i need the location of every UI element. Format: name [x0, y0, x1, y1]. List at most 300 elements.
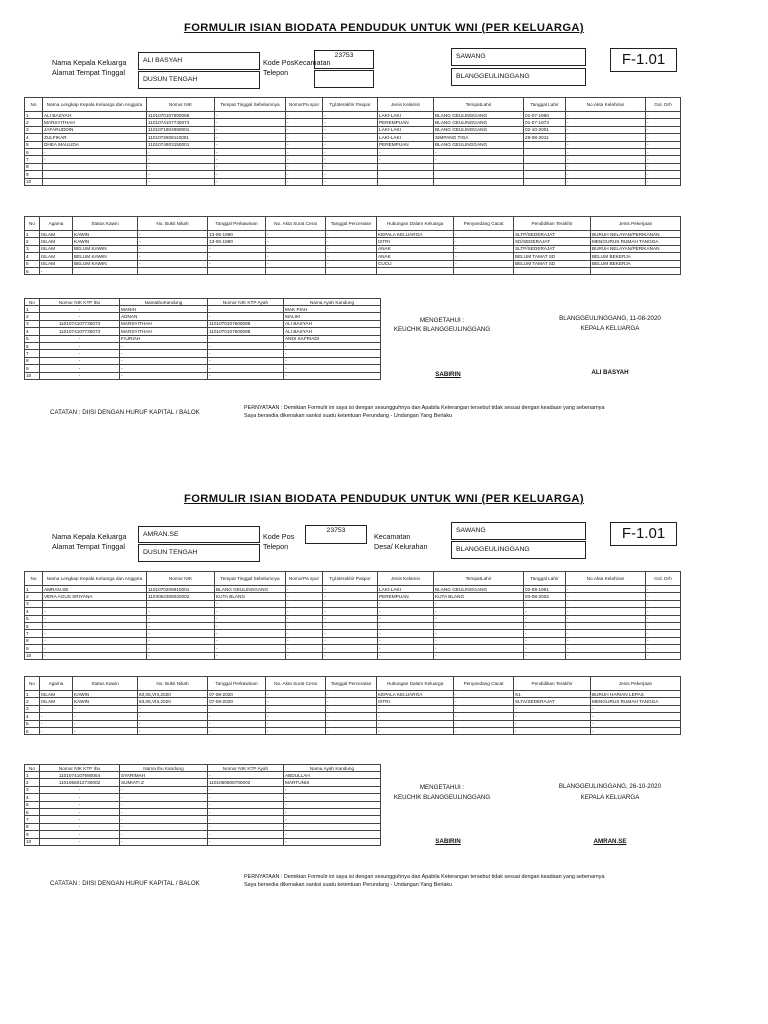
table-cell: 1101060808700002 — [208, 779, 284, 786]
table-cell: 3 — [25, 245, 40, 252]
table-cell — [378, 171, 434, 178]
table-cell: - — [284, 831, 381, 838]
table-cell: - — [40, 306, 120, 313]
column-header: No. Akta Surat Cerai — [266, 217, 326, 231]
table-cell: - — [215, 630, 286, 637]
catatan-note: CATATAN : DIISI DENGAN HURUF KAPITAL / BALOK — [50, 409, 200, 416]
table-cell: - — [284, 786, 381, 793]
table-cell: MARSYITHAH — [43, 119, 147, 126]
table-cell: 2 — [25, 119, 43, 126]
table-cell: BURUH NELAYAN/PERIKANAN — [591, 245, 681, 252]
table-row — [25, 608, 681, 615]
form-code: F-1.01 — [610, 522, 677, 546]
table-cell: - — [215, 652, 286, 659]
table-cell: - — [215, 141, 286, 148]
table-cell: - — [434, 156, 524, 163]
table-cell: - — [591, 705, 681, 712]
table-cell: - — [591, 727, 681, 734]
table-cell: - — [40, 786, 120, 793]
column-header: Tanggal Perkawinan — [208, 677, 266, 691]
table-cell — [434, 171, 524, 178]
table-cell: - — [434, 622, 524, 629]
table-cell: - — [43, 652, 147, 659]
column-header: Tanggal Perceraian — [326, 217, 377, 231]
table-cell — [378, 178, 434, 185]
table-cell: - — [646, 171, 681, 178]
table-cell — [138, 267, 208, 274]
table-cell: - — [138, 245, 208, 252]
table-cell: - — [266, 720, 326, 727]
table-cell: - — [323, 141, 378, 148]
table-cell: - — [524, 637, 566, 644]
kepala-keluarga-field: AMRAN.SE — [138, 526, 260, 543]
table-cell: 8 — [25, 357, 40, 364]
keuchik-signature-name: SABIRIN — [435, 371, 461, 378]
table-cell: - — [454, 253, 514, 260]
table-cell: - — [286, 645, 323, 652]
table-cell: - — [323, 134, 378, 141]
table-cell: ISTRI — [377, 238, 454, 245]
table-cell: MENGURUS RUMAH TANGGA — [591, 238, 681, 245]
table-cell: - — [326, 727, 377, 734]
table-cell: MALIKI — [284, 313, 381, 320]
anggota-table — [24, 97, 681, 186]
table-cell: BELUM KAWIN — [73, 245, 138, 252]
table-cell: 7 — [25, 350, 40, 357]
table-cell: - — [215, 163, 286, 170]
table-cell: - — [646, 593, 681, 600]
table-cell: SLTP/SEDERAJAT — [514, 231, 591, 238]
table-cell: - — [323, 156, 378, 163]
table-cell: ISTRI — [377, 698, 454, 705]
table-cell: - — [524, 652, 566, 659]
column-header: No — [25, 299, 40, 306]
table-cell: - — [147, 178, 215, 185]
table-cell: - — [147, 637, 215, 644]
label-kode-pos: Kode Pos — [263, 532, 295, 541]
table-cell: - — [514, 727, 591, 734]
table-cell — [434, 163, 524, 170]
table-cell: - — [326, 260, 377, 267]
table-cell: ADNAN — [120, 313, 208, 320]
table-cell: - — [284, 823, 381, 830]
table-cell: 10 — [25, 652, 43, 659]
table-cell — [43, 163, 147, 170]
table-cell: - — [646, 586, 681, 593]
table-cell: ISLAM — [40, 260, 73, 267]
column-header: TempatLahir — [434, 98, 524, 112]
table-cell: - — [286, 119, 323, 126]
table-cell: - — [138, 253, 208, 260]
table-header-row — [25, 677, 681, 691]
keuchik-signature-name: SABIRIN — [435, 838, 461, 845]
table-cell: - — [208, 727, 266, 734]
place-date: BLANGGEULINGGANG, 11-08-2020 — [559, 315, 661, 322]
table-cell: - — [120, 831, 208, 838]
table-cell: - — [208, 313, 284, 320]
table-row — [25, 156, 681, 163]
table-cell: FAJRIAH — [120, 335, 208, 342]
label-kecamatan: Kecamatan — [374, 532, 411, 541]
table-cell: MARSYITHAH — [120, 328, 208, 335]
column-header: Tanggal Lahir — [524, 98, 566, 112]
table-cell: 83,05,VIII,2020 — [138, 691, 208, 698]
table-cell: - — [323, 112, 378, 119]
column-header: Tgl.Berakhir Paspor — [323, 98, 378, 112]
table-cell: - — [215, 600, 286, 607]
table-cell: ANAK — [377, 253, 454, 260]
table-cell: - — [208, 786, 284, 793]
table-cell: - — [646, 178, 681, 185]
table-row — [25, 630, 681, 637]
table-cell: - — [266, 260, 326, 267]
table-cell: - — [566, 171, 646, 178]
table-cell: - — [646, 615, 681, 622]
table-cell: ISLAM — [40, 691, 73, 698]
table-cell: - — [323, 645, 378, 652]
table-cell: - — [40, 808, 120, 815]
table-cell: - — [286, 608, 323, 615]
table-cell: - — [566, 600, 646, 607]
table-cell: BLANG GEULINGGANG — [434, 112, 524, 119]
table-cell: - — [323, 163, 378, 170]
table-cell: - — [286, 148, 323, 155]
table-cell: - — [40, 713, 73, 720]
table-cell: 7 — [25, 816, 40, 823]
table-cell: - — [284, 342, 381, 349]
table-cell: 1101074107730073 — [40, 328, 120, 335]
table-cell: - — [208, 365, 284, 372]
table-cell: - — [208, 720, 266, 727]
table-cell: - — [566, 622, 646, 629]
table-header-row — [25, 572, 681, 586]
table-cell: - — [524, 622, 566, 629]
label-kode-pos: Kode PosKecamatan — [263, 58, 331, 67]
table-cell: - — [524, 600, 566, 607]
table-cell — [591, 267, 681, 274]
table-cell: - — [147, 163, 215, 170]
table-cell: - — [147, 622, 215, 629]
table-cell: - — [43, 600, 147, 607]
keuchik-title: KEUCHIK BLANGGEULINGGANG — [393, 794, 491, 801]
table-cell: BELUM BEKERJA — [591, 253, 681, 260]
table-cell: - — [286, 171, 323, 178]
table-cell: - — [138, 231, 208, 238]
place-date: BLANGGEULINGGANG, 26-10-2020 — [558, 783, 662, 790]
table-cell: - — [646, 148, 681, 155]
table-cell: 9 — [25, 171, 43, 178]
table-cell: - — [566, 630, 646, 637]
telepon-field — [314, 70, 374, 88]
table-cell: - — [120, 838, 208, 845]
table-cell: - — [208, 816, 284, 823]
table-cell: - — [434, 148, 524, 155]
table-cell: 3 — [25, 705, 40, 712]
table-cell: - — [215, 622, 286, 629]
table-cell: - — [326, 231, 377, 238]
table-cell: 8 — [25, 637, 43, 644]
table-cell: - — [514, 713, 591, 720]
table-cell: 8 — [25, 163, 43, 170]
alamat-field: DUSUN TENGAH — [138, 544, 260, 562]
column-header: Tanggal Perkawinan — [208, 217, 266, 231]
table-row — [25, 823, 381, 830]
table-cell: - — [208, 794, 284, 801]
status-table — [24, 676, 681, 735]
table-cell: - — [524, 608, 566, 615]
table-cell: - — [284, 350, 381, 357]
table-cell — [454, 267, 514, 274]
table-cell: 4 — [25, 134, 43, 141]
column-header: Nama Ayah Kandung — [284, 765, 381, 772]
table-cell: - — [147, 652, 215, 659]
table-cell — [524, 141, 566, 148]
table-cell: - — [524, 615, 566, 622]
table-cell: 7 — [25, 156, 43, 163]
table-cell: KAWIN — [73, 231, 138, 238]
table-cell: - — [326, 245, 377, 252]
table-cell: BLANG GEULINGGANG — [434, 126, 524, 133]
column-header: No. Bukti Nikah — [138, 217, 208, 231]
table-cell: - — [566, 586, 646, 593]
table-cell: - — [434, 608, 524, 615]
table-cell: - — [208, 772, 284, 779]
column-header: Tempat Tinggal Sebelumnya — [215, 572, 286, 586]
table-cell: KUTA BLANG — [434, 593, 524, 600]
table-cell: 4 — [25, 794, 40, 801]
table-cell: - — [434, 637, 524, 644]
table-cell: 6 — [25, 727, 40, 734]
table-cell: 01-07-1973 — [524, 119, 566, 126]
table-cell: - — [378, 156, 434, 163]
column-header: Status Kawin — [73, 217, 138, 231]
table-cell: - — [215, 112, 286, 119]
table-cell: - — [215, 645, 286, 652]
table-cell: 1101074107690064 — [40, 772, 120, 779]
orang-tua-table — [24, 764, 381, 846]
table-cell: - — [378, 652, 434, 659]
table-cell: - — [566, 148, 646, 155]
label-alamat: Alamat Tempat Tinggal — [52, 542, 125, 551]
table-cell — [378, 163, 434, 170]
table-cell: PEREMPUAN — [378, 119, 434, 126]
table-cell: 5 — [25, 801, 40, 808]
table-cell: 1 — [25, 691, 40, 698]
table-cell: ANDI SAFRIADI — [284, 335, 381, 342]
table-cell: - — [326, 713, 377, 720]
table-cell: - — [326, 691, 377, 698]
alamat-field: DUSUN TENGAH — [138, 71, 260, 89]
table-cell: - — [147, 645, 215, 652]
table-cell — [524, 148, 566, 155]
table-cell: 1 — [25, 306, 40, 313]
table-row — [25, 600, 681, 607]
table-cell: - — [215, 156, 286, 163]
table-cell: - — [284, 838, 381, 845]
table-cell: 4 — [25, 253, 40, 260]
column-header: No — [25, 572, 43, 586]
kode-pos-field: 23753 — [305, 525, 367, 544]
table-cell: - — [377, 727, 454, 734]
table-cell: 8 — [25, 823, 40, 830]
column-header: Tanggal Perceraian — [326, 677, 377, 691]
table-cell: - — [266, 238, 326, 245]
table-cell: - — [286, 652, 323, 659]
table-cell: - — [215, 615, 286, 622]
table-cell: - — [326, 698, 377, 705]
column-header: Agama — [40, 217, 73, 231]
column-header: No — [25, 765, 40, 772]
table-cell: ANAK — [377, 245, 454, 252]
column-header: Status Kawin — [73, 677, 138, 691]
table-cell: - — [43, 156, 147, 163]
table-cell: 4 — [25, 328, 40, 335]
table-cell: ISLAM — [40, 238, 73, 245]
table-cell: - — [266, 705, 326, 712]
column-header: Hubungan Dalam Keluarga — [377, 677, 454, 691]
table-cell: ZULFIKAR — [43, 134, 147, 141]
table-cell: - — [208, 823, 284, 830]
column-header: Nama Lengkap Kepala Keluarga dan Anggota — [43, 98, 147, 112]
column-header: Nama Ayah Kandung — [284, 299, 381, 306]
table-cell: - — [138, 260, 208, 267]
table-row — [25, 622, 681, 629]
kode-pos-field: 23753 — [314, 50, 374, 69]
table-row — [25, 178, 681, 185]
table-cell: BELUM KAWIN — [73, 260, 138, 267]
table-cell: - — [566, 126, 646, 133]
table-cell: SD/SEDERAJAT — [514, 238, 591, 245]
table-row — [25, 779, 381, 786]
table-cell: - — [286, 586, 323, 593]
table-cell: - — [215, 126, 286, 133]
table-cell: - — [286, 622, 323, 629]
table-cell: - — [378, 608, 434, 615]
table-cell: 10 — [25, 838, 40, 845]
table-row — [25, 727, 681, 734]
table-cell: - — [266, 231, 326, 238]
mengetahui-label: MENGETAHUI : — [419, 317, 465, 324]
table-cell: - — [326, 705, 377, 712]
table-cell: - — [120, 372, 208, 379]
table-row — [25, 245, 681, 252]
table-cell: - — [646, 126, 681, 133]
table-cell: - — [284, 794, 381, 801]
pernyataan-line-2: Saya bersedia dikenakan sanksi suatu ketentuan Perundang - Undangan Yang Berlaku — [244, 882, 453, 888]
column-header: Nomor NIK KTP Ibu — [40, 299, 120, 306]
table-cell: - — [323, 148, 378, 155]
column-header: Gol. Drh — [646, 572, 681, 586]
table-cell: - — [120, 786, 208, 793]
table-cell: LAKI-LAKI — [378, 586, 434, 593]
column-header: Jenis Pekerjaan — [591, 677, 681, 691]
table-row — [25, 691, 681, 698]
table-cell: - — [566, 608, 646, 615]
table-row — [25, 637, 681, 644]
table-cell: - — [40, 335, 120, 342]
kepala-keluarga-title: KEPALA KELUARGA — [580, 325, 640, 332]
table-cell — [524, 156, 566, 163]
table-cell: - — [147, 148, 215, 155]
table-cell: - — [434, 615, 524, 622]
status-table — [24, 216, 681, 275]
table-cell: - — [378, 630, 434, 637]
column-header: Jenis Pekerjaan — [591, 217, 681, 231]
table-cell: - — [286, 615, 323, 622]
table-row — [25, 126, 681, 133]
table-cell: BURUH NELAYAN/PERIKANAN — [591, 231, 681, 238]
table-row — [25, 816, 381, 823]
table-cell: ALI BASYAH — [284, 320, 381, 327]
table-cell: 83,05,VIII,2020 — [138, 698, 208, 705]
table-cell: - — [326, 253, 377, 260]
table-cell: - — [566, 112, 646, 119]
table-cell: KUTA BLANG — [215, 593, 286, 600]
table-cell: KAWIN — [73, 691, 138, 698]
table-cell: - — [378, 615, 434, 622]
table-cell — [43, 178, 147, 185]
table-cell: - — [454, 727, 514, 734]
table-cell: - — [266, 691, 326, 698]
table-cell: - — [454, 705, 514, 712]
table-cell: - — [454, 713, 514, 720]
table-cell: - — [323, 593, 378, 600]
table-cell: LAKI-LAKI — [378, 126, 434, 133]
table-cell: - — [208, 253, 266, 260]
label-kepala-keluarga: Nama Kepala Keluarga — [52, 532, 127, 541]
table-row — [25, 698, 681, 705]
table-cell: - — [454, 698, 514, 705]
table-cell: - — [40, 342, 120, 349]
table-cell: - — [566, 637, 646, 644]
table-cell: 3 — [25, 786, 40, 793]
table-cell: 1 — [25, 112, 43, 119]
pernyataan-line-2: Saya bersedia dikenakan sanksi suatu ketentuan Perundang - Undangan Yang Berlaku — [244, 413, 453, 419]
table-cell: BELUM BEKERJA — [591, 260, 681, 267]
table-cell: 1101074107730073 — [40, 320, 120, 327]
table-row — [25, 720, 681, 727]
table-cell: - — [378, 645, 434, 652]
table-cell: 1101070107600088 — [208, 320, 284, 327]
table-row — [25, 119, 681, 126]
table-cell: - — [286, 600, 323, 607]
column-header: No — [25, 217, 40, 231]
column-header: No.Akta Kelahiran — [566, 98, 646, 112]
table-cell: 5 — [25, 141, 43, 148]
table-cell: - — [208, 245, 266, 252]
table-cell: - — [40, 823, 120, 830]
table-cell: - — [215, 178, 286, 185]
column-header: TempatLahir — [434, 572, 524, 586]
desa-field: BLANGGEULINGGANG — [451, 68, 586, 86]
table-row — [25, 112, 681, 119]
table-cell: - — [566, 141, 646, 148]
table-row — [25, 253, 681, 260]
table-cell — [377, 267, 454, 274]
table-cell: - — [524, 645, 566, 652]
biodata-form-1 — [0, 0, 768, 420]
table-row — [25, 838, 381, 845]
desa-field: BLANGGEULINGGANG — [451, 541, 586, 559]
table-cell: - — [208, 801, 284, 808]
table-cell: KEPALA KELUARGA — [377, 691, 454, 698]
table-cell: - — [377, 713, 454, 720]
table-row — [25, 328, 381, 335]
table-cell: - — [326, 720, 377, 727]
table-cell: - — [646, 156, 681, 163]
table-row — [25, 267, 681, 274]
table-row — [25, 593, 681, 600]
